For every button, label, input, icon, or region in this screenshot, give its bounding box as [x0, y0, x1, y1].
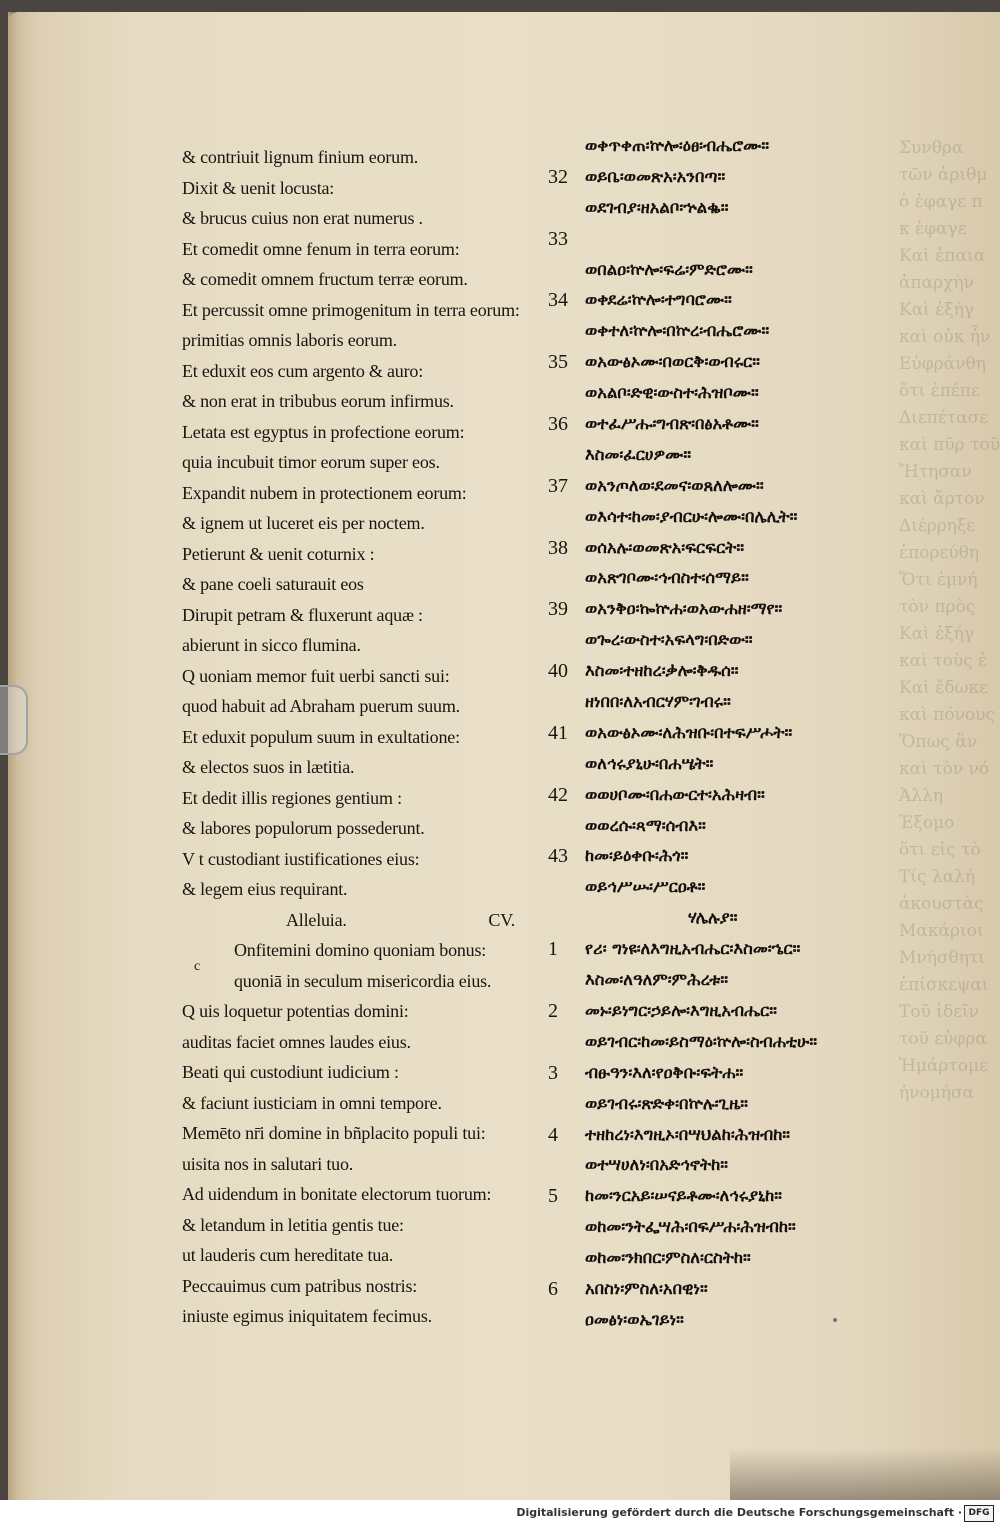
- latin-verse-line: & electos suos in lætitia.: [182, 757, 355, 777]
- latin-verse-line: Et comedit omne fenum in terra eorum:: [182, 238, 460, 259]
- latin-verse-line: Et dedit illis regiones gentium :: [182, 787, 402, 808]
- latin-verse-line: Q uis loquetur potentias domini:: [182, 1001, 409, 1021]
- geez-verse-text: ወአጽገቦሙ፡ኅብስተ፡ሰማይ።: [585, 568, 749, 588]
- geez-verse-line: [548, 1150, 958, 1181]
- geez-column: [548, 131, 958, 1336]
- geez-verse-line: [548, 255, 958, 286]
- geez-verse-line: [548, 687, 958, 718]
- geez-verse-text: ወበልዐ፡ኵሎ፡ፍሬ፡ምድሮሙ።: [585, 259, 753, 279]
- verse-number: 4: [548, 1123, 558, 1146]
- geez-verse-line: [548, 440, 958, 471]
- latin-verse-line: & pane coeli saturauit eos: [182, 574, 364, 594]
- geez-verse-text: ወይቤ፡ወመጽአ፡አንበጣ።: [585, 166, 726, 186]
- bleed-through-line: Ἐξομο: [899, 813, 955, 833]
- latin-verse-line: & letandum in letitia gentis tue:: [182, 1214, 404, 1235]
- bleed-through-line: Διεπέτασε: [899, 408, 989, 428]
- geez-verse-text: እስመ፡ፈርሀዎሙ።: [585, 444, 692, 464]
- latin-verse-line: & legem eius requirant.: [182, 879, 348, 899]
- latin-verse-line: & contriuit lignum finium eorum.: [182, 147, 419, 167]
- latin-verse-line: Ad uidendum in bonitate electorum tuorum:: [182, 1184, 492, 1204]
- latin-verse-line: Q uoniam memor fuit uerbi sancti sui:: [182, 665, 450, 686]
- latin-verse-line: Dixit & uenit locusta:: [182, 177, 335, 198]
- latin-verse-line: & non erat in tribubus eorum infirmus.: [182, 391, 454, 411]
- geez-verse-line: [548, 131, 958, 162]
- latin-verse-line-indented: quoniā in seculum misericordia eius. c: [182, 966, 527, 997]
- geez-verse-text: ዘነበበ፡ለአብርሃም፡ገብሩ።: [585, 692, 731, 712]
- latin-verse-line: uisita nos in salutari tuo.: [182, 1153, 354, 1174]
- geez-verse-line: [548, 1120, 958, 1151]
- geez-verse-line: [548, 1243, 958, 1274]
- geez-verse-line: [548, 965, 958, 996]
- geez-verse-line: [548, 316, 958, 347]
- geez-verse-line: [548, 1305, 958, 1336]
- geez-heading: ሃሌሉያ።: [688, 908, 738, 928]
- geez-verse-line: [548, 533, 958, 564]
- latin-verse-line-indented: Onfitemini domino quoniam bonus:: [234, 940, 487, 960]
- page-corner-shadow: [730, 1448, 1000, 1500]
- bleed-through-line: Συνθρα: [899, 138, 964, 158]
- drop-initial: c: [194, 958, 201, 974]
- bleed-through-line: ἐπορεύθη: [899, 543, 980, 563]
- verse-number: 2: [548, 999, 558, 1022]
- latin-verse-line: quod habuit ad Abraham puerum suum.: [182, 696, 460, 716]
- verse-number: 34: [548, 289, 568, 312]
- geez-verse-line: [548, 502, 958, 533]
- verse-number: 38: [548, 536, 568, 559]
- geez-verse-text: ወወሀቦሙ፡በሐውርተ፡አሕዛብ።: [585, 784, 765, 804]
- latin-verse-line: abierunt in sicco flumina.: [182, 635, 361, 655]
- geez-verse-text: ወእሳተ፡ከመ፡ያብርሁ፡ሎሙ፡በሌሊት።: [585, 506, 798, 526]
- geez-verse-line: [548, 1212, 958, 1243]
- bleed-through-line: Καὶ ἔδωκε: [899, 678, 988, 698]
- geez-verse-text: መኑ፡ይነግር፡ኃይሎ፡እግዚአብሔር።: [585, 1000, 777, 1020]
- verse-number: 42: [548, 783, 568, 806]
- bleed-through-line: Μακάριοι: [899, 921, 984, 941]
- bleed-through-line: καὶ πόνους: [899, 705, 996, 725]
- bleed-through-line: ὁ ἐφαγε π: [899, 192, 983, 212]
- geez-verse-line: [548, 1058, 958, 1089]
- geez-verse-line: [548, 594, 958, 625]
- latin-verse-line: Dirupit petram & fluxerunt aquæ :: [182, 604, 423, 625]
- bleed-through-line: ἀκουστὰς: [899, 894, 984, 914]
- verse-number: 3: [548, 1061, 558, 1084]
- geez-verse-text: ወከመ፡ንክበር፡ምስለ፡ርስትከ።: [585, 1248, 751, 1268]
- geez-verse-text: ከመ፡ንርአይ፡ሠናይቶሙ፡ለኅሩያኒከ።: [585, 1186, 782, 1206]
- geez-verse-text: ወይገብሩ፡ጽድቀ፡በኵሉ፡ጊዜ።: [585, 1093, 749, 1113]
- geez-verse-text: ወቀደሬ፡ኵሎ፡ተግባሮሙ።: [585, 290, 732, 310]
- bleed-through-line: καὶ πῦρ τοῦ: [899, 435, 1000, 455]
- geez-verse-line: [548, 224, 958, 255]
- latin-verse-line: Et eduxit eos cum argento & auro:: [182, 360, 424, 381]
- geez-verse-text: ወአውፅኦሙ፡በወርቅ፡ወብሩር።: [585, 352, 760, 372]
- geez-verse-text: ከመ፡ይዕቀቡ፡ሕጎ።: [585, 846, 689, 866]
- geez-verse-line: [548, 563, 958, 594]
- bleed-through-line: Τοῦ ἰδεῖν: [899, 1002, 980, 1022]
- bleed-through-line: Καὶ ἐπαια: [899, 246, 986, 266]
- verse-number: 32: [548, 165, 568, 188]
- bleed-through-line: καὶ τοὺς ἐ: [899, 651, 988, 671]
- latin-verse-line: quia incubuit timor eorum super eos.: [182, 452, 440, 472]
- geez-verse-line: [548, 749, 958, 780]
- page-gutter-shadow: [8, 12, 18, 1500]
- page-clip-icon: [0, 685, 28, 755]
- bleed-through-line: Ὅτι ἐμνή: [899, 570, 978, 590]
- psalm-number: CV.: [488, 909, 515, 930]
- latin-verse-line: V t custodiant iustificationes eius:: [182, 848, 420, 869]
- geez-verse-text: ዐመፅነ፡ወኤገይነ።: [585, 1309, 684, 1329]
- bleed-through-line: Τίς λαλή: [899, 867, 976, 887]
- latin-verse-line: & faciunt iusticiam in omni tempore.: [182, 1092, 442, 1113]
- geez-verse-line: [548, 285, 958, 316]
- verse-number: 33: [548, 227, 568, 250]
- geez-verse-line: [548, 780, 958, 811]
- verse-number: 1: [548, 938, 558, 961]
- latin-verse-line: ut lauderis cum hereditate tua.: [182, 1245, 394, 1265]
- latin-verse-line: Beati qui custodiunt iudicium :: [182, 1062, 399, 1082]
- latin-verse-line: Peccauimus cum patribus nostris:: [182, 1275, 418, 1296]
- geez-verse-line: [548, 996, 958, 1027]
- geez-verse-line: [548, 872, 958, 903]
- geez-verse-text: ወከመ፡ንትፌሣሕ፡በፍሥሐ፡ሕዝብከ።: [585, 1217, 796, 1237]
- latin-verse-line: primitias omnis laboris eorum.: [182, 330, 397, 350]
- geez-verse-line: [548, 1089, 958, 1120]
- bleed-through-line: Ἡμάρτομε: [899, 1056, 988, 1076]
- latin-verse-line: & ignem ut luceret eis per noctem.: [182, 513, 425, 533]
- geez-verse-text: እስመ፡ለዓለም፡ምሕረቱ።: [585, 970, 729, 990]
- geez-verse-line: [548, 934, 958, 965]
- bleed-through-line: ὅτι ἐπέπε: [899, 381, 980, 401]
- bleed-through-line: τὸν πρὸς: [899, 597, 976, 617]
- geez-verse-text: ወቀጥቀጠ፡ኵሎ፡ዕፀ፡ብሔሮሙ።: [585, 136, 770, 155]
- latin-verse-line: & comedit omnem fructum terræ eorum.: [182, 269, 468, 289]
- latin-verse-line: Et percussit omne primogenitum in terra eorum:: [182, 299, 520, 320]
- geez-verse-text: ወለኅሩያኒሁ፡በሐሤት።: [585, 753, 714, 773]
- latin-verse-line: & brucus cuius non erat numerus .: [182, 208, 423, 228]
- bleed-through-line: Μνήσθητι: [899, 948, 986, 968]
- geez-verse-line: [548, 409, 958, 440]
- verse-number: 35: [548, 351, 568, 374]
- latin-verse-line: Expandit nubem in protectionem eorum:: [182, 482, 467, 503]
- bleed-through-line: καὶ οὐκ ἦν: [899, 327, 991, 347]
- geez-verse-line: [548, 718, 958, 749]
- latin-verse-line: & labores populorum possederunt.: [182, 818, 425, 838]
- bleed-through-line: καὶ ἄρτον: [899, 489, 985, 509]
- verse-number: 6: [548, 1277, 558, 1300]
- bleed-through-line: Καὶ ἐξήγ: [899, 300, 975, 320]
- bleed-through-line: τοῦ εὐφρα: [899, 1029, 987, 1049]
- bleed-through-line: κ ἐφαγε: [899, 219, 967, 239]
- geez-verse-text: እስመ፡ተዘከረ፡ቃሎ፡ቅዱሰ።: [585, 661, 739, 681]
- latin-verse-line: auditas faciet omnes laudes eius.: [182, 1031, 411, 1052]
- verse-number: 36: [548, 413, 568, 436]
- geez-verse-text: ወወረሱ፡ጻማ፡ሰብእ።: [585, 815, 706, 835]
- geez-verse-text: ወደገብያ፡ዘአልቦ፡ኍልቈ።: [585, 197, 729, 217]
- psalm-heading: [182, 905, 527, 936]
- geez-verse-line: [548, 656, 958, 687]
- verse-number: 5: [548, 1185, 558, 1208]
- bleed-through-line: ἐπίσκεψαι: [899, 975, 989, 995]
- latin-verse-line: Petierunt & uenit coturnix :: [182, 543, 375, 564]
- verse-number: 37: [548, 474, 568, 497]
- verse-number: 41: [548, 721, 568, 744]
- geez-verse-text: አበስነ፡ምስለ፡አበዊነ።: [585, 1278, 708, 1298]
- geez-verse-text: ወቀተለ፡ኵሎ፡በኵረ፡ብሔሮሙ።: [585, 321, 770, 341]
- latin-column: [182, 142, 527, 1332]
- geez-verse-line: [548, 471, 958, 502]
- bleed-through-line: Εὐφράνθη: [899, 354, 986, 374]
- geez-verse-text: ወይገብር፡ከመ፡ይስማዕ፡ኵሎ፡ስብሐቲሁ።: [585, 1031, 818, 1051]
- footer-credit: Digitalisierung gefördert durch die Deutsche Forschungsgemeinschaft ·: [516, 1506, 962, 1519]
- latin-verse-line: Memēto nr̄i domine in bñplacito populi tui:: [182, 1123, 486, 1143]
- bleed-through-line: Ἤτησαν: [899, 462, 972, 482]
- geez-heading-line: [548, 903, 958, 934]
- geez-verse-line: [548, 625, 958, 656]
- geez-verse-line: [548, 1274, 958, 1305]
- bleed-through-line: Ἀλλη: [899, 786, 944, 806]
- bleed-through-line: Διέρρηξε: [899, 516, 976, 536]
- geez-verse-line: [548, 378, 958, 409]
- geez-verse-line: [548, 193, 958, 224]
- geez-verse-text: ወጐረ፡ውስተ፡አፍላግ፡በድው።: [585, 630, 753, 650]
- bleed-through-line: ὅτι εἰς τὸ: [899, 840, 981, 860]
- footer-bar: [0, 1500, 1000, 1525]
- latin-verse-line: iniuste egimus iniquitatem fecimus.: [182, 1306, 432, 1326]
- bleed-through-line: Ὅπως ἂν: [899, 732, 978, 752]
- bleed-through-line: τῶν ἀριθμ: [899, 165, 988, 185]
- latin-verse-line: Et eduxit populum suum in exultatione:: [182, 726, 460, 747]
- bleed-through-line: ἠνομήσα: [899, 1083, 975, 1103]
- geez-verse-line: [548, 1027, 958, 1058]
- psalm-title: Alleluia.: [286, 909, 347, 930]
- bleed-through-line: Καὶ ἐξήγ: [899, 624, 975, 644]
- geez-verse-line: [548, 811, 958, 842]
- geez-verse-text: ወተፈሥሑ፡ግብጽ፡በፅአቶሙ።: [585, 414, 759, 434]
- bleed-through-line: ἀπαρχὴν: [899, 273, 974, 293]
- geez-verse-text: ወአንቅዐ፡ኰኵሐ፡ወአውሐዘ፡ማየ።: [585, 599, 783, 619]
- geez-verse-line: [548, 841, 958, 872]
- geez-verse-line: [548, 347, 958, 378]
- geez-verse-line: [548, 162, 958, 193]
- geez-verse-text: ወሰአሉ፡ወመጽአ፡ፍርፍርት።: [585, 537, 745, 557]
- geez-verse-text: የሪ፡ ግነዩ፡ለእግዚአብሔር፡እስመ፡ኄር።: [585, 939, 801, 959]
- latin-verse-line: Letata est egyptus in profectione eorum:: [182, 421, 465, 442]
- verse-number: 40: [548, 660, 568, 683]
- verse-number: 39: [548, 598, 568, 621]
- verse-number: 43: [548, 845, 568, 868]
- geez-verse-text: ወአውፅኦሙ፡ለሕዝቡ፡በተፍሥሖት።: [585, 722, 793, 742]
- geez-verse-line: [548, 1181, 958, 1212]
- geez-verse-text: ወአንጦለወ፡ደመና፡ወጸለሎሙ።: [585, 475, 764, 495]
- geez-verse-text: ወይኅሥሡ፡ሥርዐቶ።: [585, 877, 706, 897]
- geez-verse-text: ብፁዓን፡እለ፡የዐቅቡ፡ፍትሐ።: [585, 1062, 744, 1082]
- bleed-through-line: καὶ τὸν νό: [899, 759, 990, 779]
- dfg-logo-icon: DFG: [964, 1505, 994, 1522]
- geez-verse-text: ወተሣሀለነ፡በአድኅኖትከ።: [585, 1155, 728, 1175]
- geez-verse-text: ተዘከረነ፡እግዚኦ፡በሣህልከ፡ሕዝብከ።: [585, 1124, 791, 1144]
- geez-verse-text: ወአልቦ፡ድዊ፡ውስተ፡ሕዝቦሙ።: [585, 383, 759, 403]
